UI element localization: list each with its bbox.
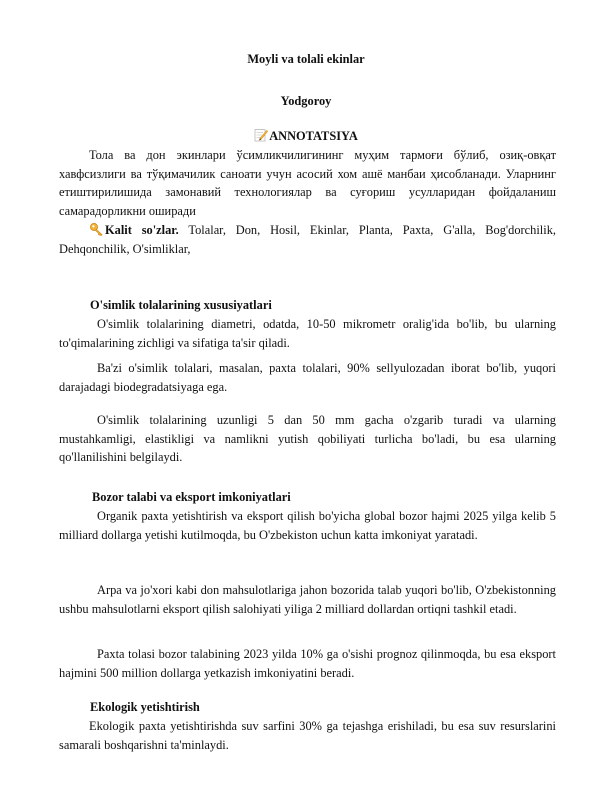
section-ecology-paragraph-1 xyxy=(59,717,556,754)
section-fibers-paragraph-3 xyxy=(59,411,556,467)
paragraph-text: Paxta tolasi bozor talabining 2023 yilda 10% ga o'sishi prognoz qilinmoqda, bu esa eksport hajmini 500 million dollarga yetkazish imkoniyatini beradi. xyxy=(59,647,556,680)
paragraph-text: O'simlik tolalarining uzunligi 5 dan 50 mm gacha o'zgarib turadi va ularning mustahkamligi, elastikligi va namlikni yutish qobiliyati turlicha bo'ladi, bu esa ularning qo'llanilishini belgilaydi. xyxy=(59,413,556,465)
pencil-memo-icon xyxy=(254,128,268,142)
section-fibers-paragraph-2 xyxy=(59,359,556,396)
section-market-paragraph-2 xyxy=(59,581,556,618)
paper-title: Moyli va tolali ekinlar xyxy=(247,52,365,66)
key-icon xyxy=(89,222,104,236)
paragraph-text: Arpa va jo'xori kabi don mahsulotlariga jahon bozorida talab yuqori bo'lib, O'zbekistonning ushbu mahsulotlarni eksport qilish salohiyati yiliga 2 milliard dollardan ortiqni tashkil etadi. xyxy=(59,583,556,616)
keywords-label: Kalit so'zlar. xyxy=(105,223,179,237)
section-heading-ecology: Ekologik yetishtirish xyxy=(90,700,200,714)
paragraph-text: Ekologik paxta yetishtirishda suv sarfini 30% ga tejashga erishiladi, bu esa suv resurslarini samarali boshqarishni ta'minlaydi. xyxy=(59,719,556,752)
annotation-paragraph xyxy=(59,146,556,220)
annotation-heading-line xyxy=(0,127,612,146)
section-market-paragraph-1 xyxy=(59,507,556,544)
paragraph-text: O'simlik tolalarining diametri, odatda, 10-50 mikrometr oralig'ida bo'lib, bu ularning to'qimalarining zichligi va sifatiga ta'sir qiladi. xyxy=(59,317,556,350)
section-heading-fibers: O'simlik tolalarining xususiyatlari xyxy=(90,298,272,312)
keywords-text: Tolalar, Don, Hosil, Ekinlar, Planta, Paxta, G'alla, Bog'dorchilik, Dehqonchilik, O'simliklar, xyxy=(59,223,556,256)
keywords-paragraph xyxy=(59,221,556,258)
section-market-paragraph-3 xyxy=(59,645,556,682)
section-fibers-paragraph-1 xyxy=(59,315,556,352)
paragraph-text: Ba'zi o'simlik tolalari, masalan, paxta tolalari, 90% sellyulozadan iborat bo'lib, yuqori darajadagi biodegradatsiyaga ega. xyxy=(59,361,556,394)
paper-author: Yodgoroy xyxy=(280,94,332,108)
annotation-heading: ANNOTATSIYA xyxy=(269,129,358,143)
annotation-text: Тола ва дон экинлари ўсимликчилигининг муҳим тармоғи бўлиб, озиқ-овқат хавфсизлиги ва тўқимачилик саноати учун асосий хом ашё манбаи ҳисобланади. Уларнинг етиштирилишида замонавий технологиялар ва суғориш усулларидан фойдаланиш самарадорликни оширади xyxy=(59,148,556,218)
section-heading-market: Bozor talabi va eksport imkoniyatlari xyxy=(92,490,291,504)
paragraph-text: Organik paxta yetishtirish va eksport qilish bo'yicha global bozor hajmi 2025 yilga kelib 5 milliard dollarga yetishi kutilmoqda, bu O'zbekiston uchun katta imkoniyat yaratadi. xyxy=(59,509,556,542)
